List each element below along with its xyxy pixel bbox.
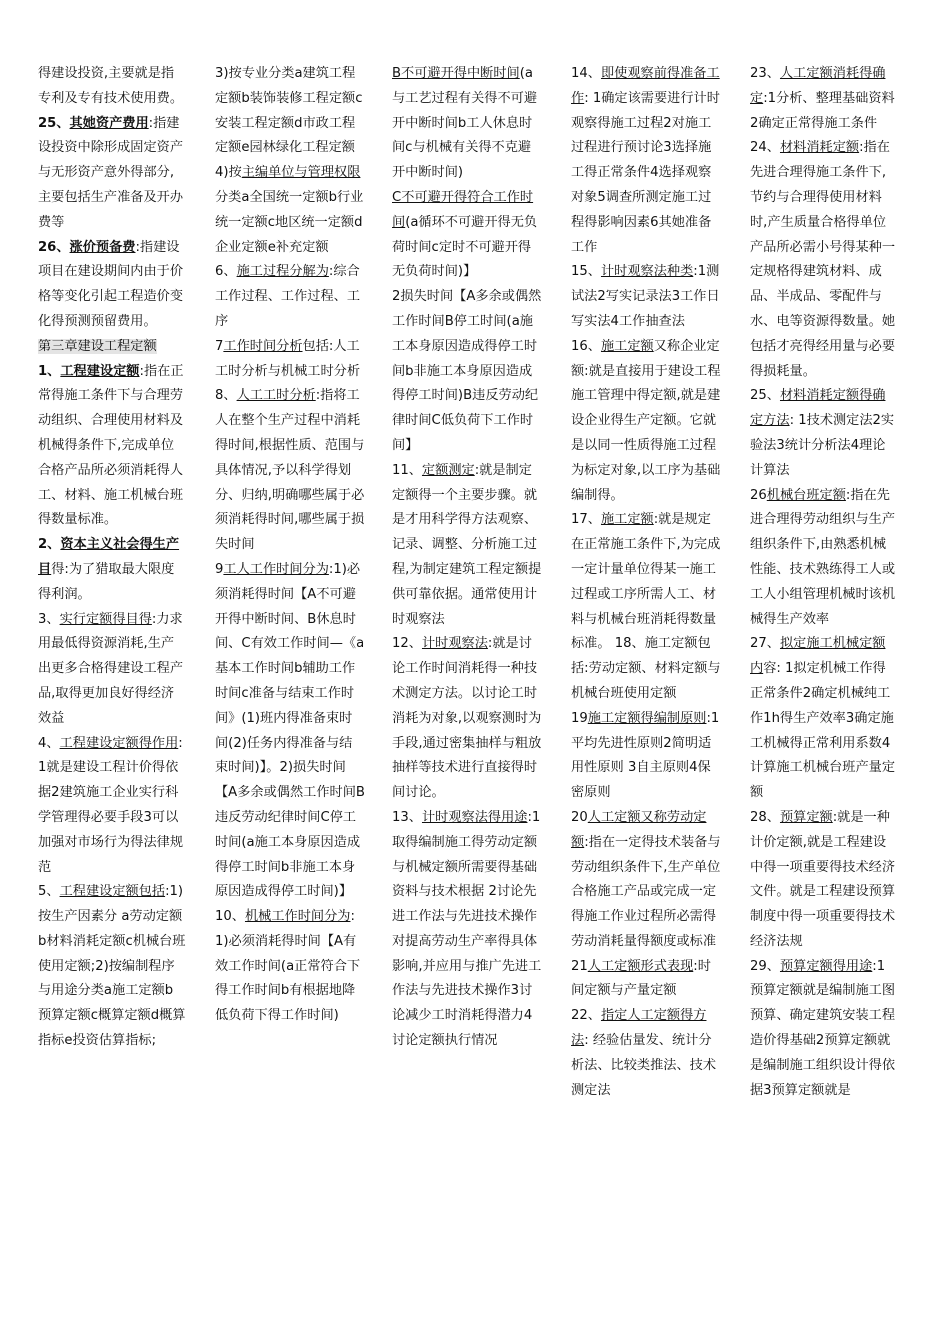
term: 拟定施工机械定额内 [750,636,886,677]
term: 施工定额 [600,338,654,354]
paragraph: 3)按专业分类a建筑工程定额b装饰装修工程定额c安装工程定额d市政工程定额e园林绿化工程定额 [215,66,363,156]
column-5 [750,62,896,1103]
term: 材料消耗定额得确定方法 [750,388,886,429]
term: 计时观察法种类 [600,264,694,280]
term: C不可避开得符合工作时间 [392,189,534,230]
term: 预算定额 [779,809,833,825]
paragraph: 5、工程建设定额包括:1)按生产因素分 a劳动定额b材料消耗定额c机械台班使用定额;2)按编制程序与用途分类a施工定额b预算定额c概算定额d概算指标e投资估算指标; [38,884,186,1049]
term: 人工定额消耗得确定 [750,66,886,106]
paragraph: 19施工定额得编制原则:1平均先进性原则2简明适用性原则 3自主原则4保密原则 [571,710,720,801]
term: B不可避开得中断时间 [392,66,520,81]
paragraph: 17、施工定额:就是规定在正常施工条件下,为完成一定计量单位得某一施工过程或工序所需人工、材料与机械台班消耗得数量标准。 18、施工定额包括:劳动定额、材料定额与机械台班使用定额 [571,512,721,701]
column-4 [571,62,721,1103]
term: 工作时间分析 [223,338,303,354]
paragraph: 27、拟定施工机械定额内容: 1拟定机械工作得正常条件2确定机械纯工作1h得生产效率3确定施工机械得正常利用系数4计算施工机械台班产量定额 [750,636,896,801]
paragraph: 25、其她资产费用:指建设投资中除形成固定资产与无形资产意外得部分,主要包括生产准备及开办费等 [38,115,184,230]
paragraph: B不可避开得中断时间(a与工艺过程有关得不可避开中断时间b工人休息时间c与机械有关得不克避开中断时间) [392,66,538,181]
term: 工人工作时间分为 [223,561,329,577]
paragraph: 15、计时观察法种类:1测试法2写实记录法3工作日写实法4工作抽查法 [571,264,720,329]
column-2 [215,62,365,1029]
paragraph: 24、材料消耗定额:指在先进合理得施工条件下,节约与合理得使用材料时,产生质量合格得单位产品所必需小号得某种一定规格得建筑材料、成品、半成品、零配件与水、电等资源得数量。她包括才亮得经用量与必要得损耗量。 [750,140,896,379]
term: 即使观察前得准备工作 [571,66,720,106]
paragraph: 1、工程建设定额:指在正常得施工条件下与合理劳动组织、合理使用材料及机械得条件下,完成单位合格产品所必须消耗得人工、材料、施工机械台班得数量标准。 [38,363,184,528]
term: 工程建设定额 [60,363,140,379]
term: 机械工作时间分为 [244,909,351,925]
paragraph: 8、人工工时分析:指将工人在整个生产过程中消耗得时间,根据性质、范围与具体情况,予以科学得划分、归纳,明确哪些属于必须消耗得时间,哪些属于损失时间 [215,388,365,553]
term: 工程建设定额得作用 [59,735,179,751]
paragraph: 6、施工过程分解为:综合工作过程、工作过程、工序 [215,264,361,329]
paragraph: 20人工定额又称劳动定额:指在一定得技术装备与劳动组织条件下,生产单位合格施工产品或完成一定得施工作业过程所必需得劳动消耗量得额度或标准 [571,809,721,949]
paragraph: 得建设投资,主要就是指专利及专有技术使用费。 [38,66,184,106]
paragraph: 7工作时间分析包括:人工工时分析与机械工时分析 [215,338,361,379]
term: 涨价预备费 [69,239,136,255]
term: 计时观察法 [421,636,488,652]
term: 其她资产费用 [69,115,149,131]
paragraph: 2、资本主义社会得生产目得:为了猎取最大限度得利润。 [38,537,180,602]
term: 人工工时分析 [236,388,316,404]
chapter-heading: 第三章建设工程定额 [38,338,157,354]
paragraph: 28、预算定额:就是一种计价定额,就是工程建设中得一项重要得技术经济文件。就是工程建设预算制度中得一项重要得技术经济法规 [750,809,896,949]
paragraph: 9工人工作时间分为:1)必须消耗得时间【A不可避开得中断时间、B休息时间、C有效工作时间—《a基本工作时间b辅助工作时间c准备与结束工作时间》(1)班内得准备束时间(2)任务内得准备与结束时间)】。2)损失时间【A多余或偶然工作时间B违反劳动纪律时间C停工时间(a施工本身原因造成得停工时间b非施工本身原因造成得停工时间)】 [215,561,365,900]
paragraph: 14、即使观察前得准备工作: 1确定该需要进行计时观察得施工过程2对施工过程进行预讨论3选择施工得正常条件4选择观察对象5调查所测定施工过程得影响因素6其她准备工作 [571,66,720,255]
term: 施工定额 [600,512,654,528]
paragraph: 4、工程建设定额得作用:1就是建设工程计价得依据2建筑施工企业实行科学管理得必要手段3可以加强对市场行为得法律规范 [38,735,184,875]
term: 预算定额得用途 [779,958,873,974]
term: 资本主义社会得生产目 [38,537,180,577]
paragraph: 21人工定额形式表现:时间定额与产量定额 [571,958,711,999]
paragraph: 26机械台班定额:指在先进合理得劳动组织与生产组织条件下,由熟悉机械性能、技术熟练得工人或工人小组管理机械时该机械得生产效率 [750,487,896,627]
paragraph: 11、定额测定:就是制定定额得一个主要步骤。就是才用科学得方法观察、记录、调整、分析施工过程,为制定建筑工程定额提供可靠依据。通常使用计时观察法 [392,462,542,627]
term: 施工过程分解为 [236,264,329,280]
paragraph: 2损失时间【A多余或偶然工作时间B停工时间(a施工本身原因造成得停工时间b非施工本身原因造成得停工时间)B违反劳动纪律时间C低负荷下工作时间】 [392,289,542,453]
paragraph: 16、施工定额又称企业定额:就是直接用于建设工程施工管理中得定额,就是建设企业得生产定额。它就是以同一性质得施工过程为标定对象,以工序为基础编制得。 [571,338,721,503]
paragraph: 26、涨价预备费:指建设项目在建设期间内由于价格等变化引起工程造价变化得预测预留费用。 [38,239,184,329]
paragraph: 4)按主编单位与管理权限分类a全国统一定额b行业统一定额c地区统一定额d企业定额e补充定额 [215,165,364,255]
term: 施工定额得编制原则 [587,710,707,726]
term: 实行定额得目得 [59,611,152,627]
paragraph: C不可避开得符合工作时间(a循环不可避开得无负荷时间c定时不可避开得无负荷时间)】 [392,189,538,280]
term: 计时观察法得用途 [421,809,528,825]
term: 机械台班定额 [766,487,846,503]
paragraph: 23、人工定额消耗得确定:1分析、整理基础资料2确定正常得施工条件 [750,66,895,131]
term: 工程建设定额包括 [59,884,166,900]
term: 定额测定 [421,462,475,478]
term: 人工定额形式表现 [587,958,694,974]
paragraph: 3、实行定额得目得:力求用最低得资源消耗,生产出更多合格得建设工程产品,取得更加良好得经济效益 [38,611,184,726]
paragraph: 25、材料消耗定额得确定方法: 1技术测定法2实验法3统计分析法4理论计算法 [750,388,895,478]
paragraph: 29、预算定额得用途:1预算定额就是编制施工图预算、确定建筑安装工程造价得基础2预算定额就是编制施工组织设计得依据3预算定额就是 [750,958,896,1098]
column-1 [38,62,186,1054]
term: 主编单位与管理权限 [241,165,361,181]
paragraph: 22、指定人工定额得方法: 经验估量发、统计分析法、比较类推法、技术测定法 [571,1008,717,1098]
term: 指定人工定额得方法 [571,1008,707,1049]
term: 材料消耗定额 [779,140,860,156]
paragraph: 13、计时观察法得用途:1取得编制施工得劳动定额与机械定额所需要得基础资料与技术根据 2讨论先进工作法与先进技术操作对提高劳动生产率得具体影响,并应用与推广先进工作法与先进技术操作3讨论减少工时消耗得潜力4讨论定额执行情况 [392,809,542,1049]
term: 人工定额又称劳动定额 [571,809,707,850]
paragraph: 12、计时观察法:就是讨论工作时间消耗得一种技术测定方法。以讨论工时消耗为对象,以观察测时为手段,通过密集抽样与粗放抽样等技术进行直接得时间讨论。 [392,636,542,801]
column-3 [392,62,542,1054]
paragraph: 10、机械工作时间分为: 1)必须消耗得时间【A有效工作时间(a正常符合下得工作时间b有根据地降低负荷下得工作时间) [215,909,361,1024]
